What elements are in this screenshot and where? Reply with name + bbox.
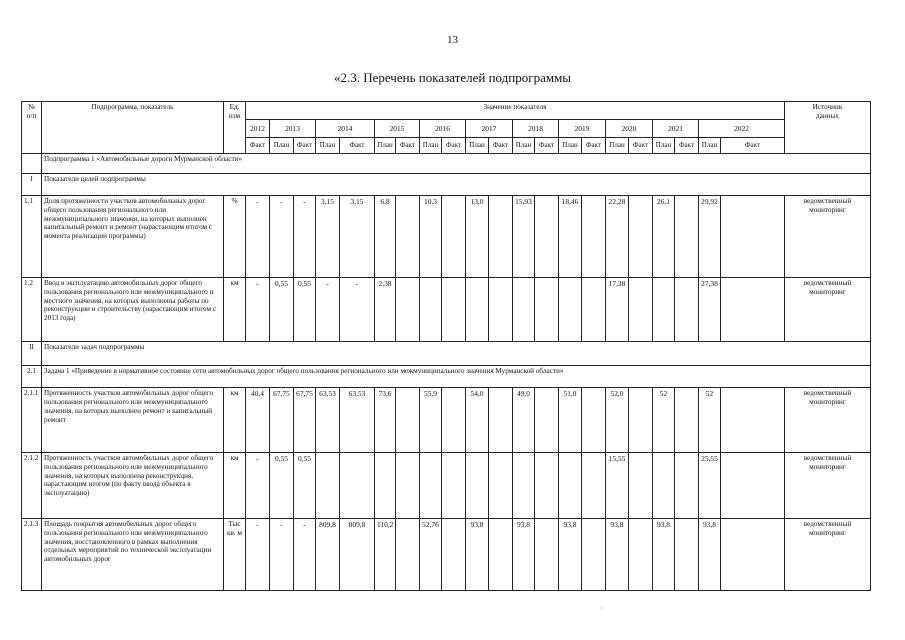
subcol-label: План [466,138,489,154]
year-2020: 2020 [606,120,653,138]
indicator-unit: % [224,196,246,278]
indicator-value [535,452,559,518]
indicator-value: - [270,196,294,278]
indicator-value [442,196,466,278]
indicator-value [316,452,340,518]
indicator-value: - [294,518,316,590]
indicator-value: 52,76 [420,518,442,590]
indicator-value [721,388,785,452]
indicator-row [22,518,871,590]
indicator-value: 25,55 [699,452,721,518]
indicator-value: - [246,452,270,518]
subcol-label: План [559,138,582,154]
indicator-value [675,518,699,590]
indicator-value: 15,55 [606,452,629,518]
section-number: I [22,174,42,196]
indicator-value: - [246,518,270,590]
indicator-value [489,452,513,518]
indicator-value: 0,55 [294,278,316,342]
indicator-value [559,278,582,342]
indicator-value: 49,0 [513,388,535,452]
subcol-label: План [513,138,535,154]
indicator-name: Протяженность участков автомобильных дорог общего пользования регионального или межмуниципального значения, на которых выполнен ремонт и капитальный ремонт [42,388,224,452]
subcol-label: План [375,138,396,154]
subcol-label: Факт [721,138,785,154]
indicator-value: 51,0 [559,388,582,452]
subcol-label: План [420,138,442,154]
indicator-value [582,196,606,278]
indicator-value [489,388,513,452]
indicator-unit: км [224,388,246,452]
indicator-value [375,452,396,518]
subcol-label: Факт [489,138,513,154]
indicator-source: ведомственный мониторинг [785,196,871,278]
indicator-value: 110,2 [375,518,396,590]
indicator-value [513,452,535,518]
header-row [22,102,871,120]
indicator-value: 93,8 [653,518,675,590]
indicator-number: 1.1 [22,196,42,278]
indicator-value [582,278,606,342]
indicator-value: 17,38 [606,278,629,342]
indicator-value [466,452,489,518]
indicator-value [629,518,653,590]
indicator-value [675,452,699,518]
indicator-value: 40,4 [246,388,270,452]
indicator-value [559,452,582,518]
year-2017: 2017 [466,120,513,138]
indicator-number: 2.1.3 [22,518,42,590]
indicator-number: 2.1.1 [22,388,42,452]
section-label: Задача 1 «Приведение в нормативное состояние сети автомобильных дорог общего пользования регионального или межмуниципального значения Мурманской области» [42,366,871,388]
section-number: 2.1 [22,366,42,388]
indicator-value: 63,53 [316,388,340,452]
section-number: II [22,342,42,366]
indicator-value [653,278,675,342]
document-title: «2.3. Перечень показателей подпрограммы [333,70,572,85]
indicator-number: 2.1.2 [22,452,42,518]
indicator-value [721,452,785,518]
section-label: Показатели целей подпрограммы [42,174,871,196]
indicator-row [22,278,871,342]
indicator-value: 0,55 [294,452,316,518]
indicator-value [629,388,653,452]
indicator-row [22,196,871,278]
subcol-label: План [606,138,629,154]
indicator-value [582,518,606,590]
indicator-value: 2,38 [375,278,396,342]
indicator-unit: Тыс кв. м [224,518,246,590]
subcol-label: Факт [246,138,270,154]
header-values: Значение показателя [246,102,785,120]
subcol-label: Факт [396,138,420,154]
indicator-value: 54,0 [466,388,489,452]
page-number: 13 [447,34,458,46]
indicator-value [629,278,653,342]
section-label: Подпрограмма 1 «Автомобильные дороги Мурманской области» [42,154,871,174]
indicator-unit: км [224,452,246,518]
year-2018: 2018 [513,120,559,138]
indicator-value: 29,92 [699,196,721,278]
indicator-value [721,196,785,278]
indicator-value: 67,75 [270,388,294,452]
indicator-value: 93,8 [559,518,582,590]
task-row [22,366,871,388]
indicator-value: 27,38 [699,278,721,342]
header-unit: Ед. изм [224,102,246,154]
subprogram-row [22,154,871,174]
indicator-value [396,518,420,590]
indicator-value [466,278,489,342]
indicator-value [535,196,559,278]
indicator-value [653,452,675,518]
indicator-name: Протяженность участков автомобильных дорог общего пользования регионального или межмуниципального значения, на которых выполнена реконструкция, нарастающим итогом (по факту ввода объекта в эксплуатацию) [42,452,224,518]
indicator-value [513,278,535,342]
indicator-value [442,452,466,518]
indicator-source: ведомственный мониторинг [785,452,871,518]
subcol-label: План [316,138,340,154]
indicator-value [396,278,420,342]
indicator-value: 55,9 [420,388,442,452]
indicator-row [22,452,871,518]
scan-mark: · [600,604,603,613]
indicator-value: 67,75 [294,388,316,452]
indicator-name: Площадь покрытия автомобильных дорог общего пользования регионального или межмуниципального значения, восстановленного в рамках выполнения отдельных мероприятий по технической эксплуатации автомобильных дорог [42,518,224,590]
indicator-value: - [270,518,294,590]
indicator-source: ведомственный мониторинг [785,388,871,452]
indicator-value: 52 [653,388,675,452]
year-2021: 2021 [653,120,699,138]
year-2019: 2019 [559,120,606,138]
subcol-label: План [699,138,721,154]
subcol-label: План [653,138,675,154]
indicator-value [675,388,699,452]
subcol-label: Факт [675,138,699,154]
indicator-value [535,388,559,452]
indicator-value: 6,8 [375,196,396,278]
subcol-label: Факт [294,138,316,154]
indicator-value: 93,8 [466,518,489,590]
indicator-value [396,388,420,452]
indicator-value [420,452,442,518]
indicator-value: 809,8 [316,518,340,590]
subcol-label: Факт [340,138,375,154]
indicator-value: 13,0 [466,196,489,278]
year-2014: 2014 [316,120,375,138]
indicator-value [675,196,699,278]
indicator-value: 22,28 [606,196,629,278]
header-source: Источник данных [785,102,871,154]
indicators-table [21,101,871,591]
indicator-value [489,196,513,278]
indicator-value: - [340,278,375,342]
indicator-unit: км [224,278,246,342]
subcol-label: Факт [442,138,466,154]
indicator-number: 1.2 [22,278,42,342]
section-label: Показатели задач подпрограммы [42,342,871,366]
indicator-source: ведомственный мониторинг [785,278,871,342]
indicator-value: - [294,196,316,278]
indicator-value: 26,1 [653,196,675,278]
indicator-value: 93,8 [606,518,629,590]
header-number: № п/п [22,102,42,154]
indicator-value [582,452,606,518]
indicator-value [396,452,420,518]
header-indicator: Подпрограмма, показатель [42,102,224,154]
indicator-value: 3,15 [316,196,340,278]
indicator-value [489,278,513,342]
year-2013: 2013 [270,120,316,138]
goals-section-row [22,174,871,196]
indicator-value [629,452,653,518]
indicator-value [489,518,513,590]
year-2012: 2012 [246,120,270,138]
indicator-value: 3,15 [340,196,375,278]
subcol-label: Факт [582,138,606,154]
indicator-value: 73,6 [375,388,396,452]
subcol-label: Факт [535,138,559,154]
indicator-value: 18,46 [559,196,582,278]
indicator-value [721,518,785,590]
subcol-label: Факт [629,138,653,154]
indicator-value: 15,93 [513,196,535,278]
indicator-value: 93,8 [513,518,535,590]
indicator-value: - [246,278,270,342]
indicator-source: ведомственный мониторинг [785,518,871,590]
indicator-value [442,388,466,452]
indicator-value: 0,55 [270,452,294,518]
indicator-value [582,388,606,452]
indicator-value: 0,55 [270,278,294,342]
indicator-value [675,278,699,342]
indicator-value [442,518,466,590]
indicator-value: - [246,196,270,278]
indicator-value [340,452,375,518]
subcol-label: План [270,138,294,154]
tasks-section-row [22,342,871,366]
indicator-row [22,388,871,452]
indicator-name: Ввод в эксплуатацию автомобильных дорог общего пользования регионального или межмуниципального и местного значения, на которых выполнены работы по реконструкции и строительству (нарастающим итогом с 2013 года) [42,278,224,342]
year-2016: 2016 [420,120,466,138]
indicator-value [396,196,420,278]
indicator-value: 52 [699,388,721,452]
year-2022: 2022 [699,120,785,138]
indicator-value: 10,3 [420,196,442,278]
indicator-value [442,278,466,342]
indicator-name: Доля протяженности участков автомобильных дорог общего пользования регионального или межмуниципального значения, на которых выполнен капитальный ремонт и ремонт (нарастающим итогом с момента реализации программы) [42,196,224,278]
indicator-value: 809,8 [340,518,375,590]
section-number [22,154,42,174]
indicator-value: 63,53 [340,388,375,452]
indicator-value: 93,8 [699,518,721,590]
indicator-value [629,196,653,278]
indicator-value: 52,0 [606,388,629,452]
indicator-value [420,278,442,342]
indicator-value [535,278,559,342]
year-2015: 2015 [375,120,420,138]
indicator-value [535,518,559,590]
indicator-value: - [316,278,340,342]
indicator-value [721,278,785,342]
